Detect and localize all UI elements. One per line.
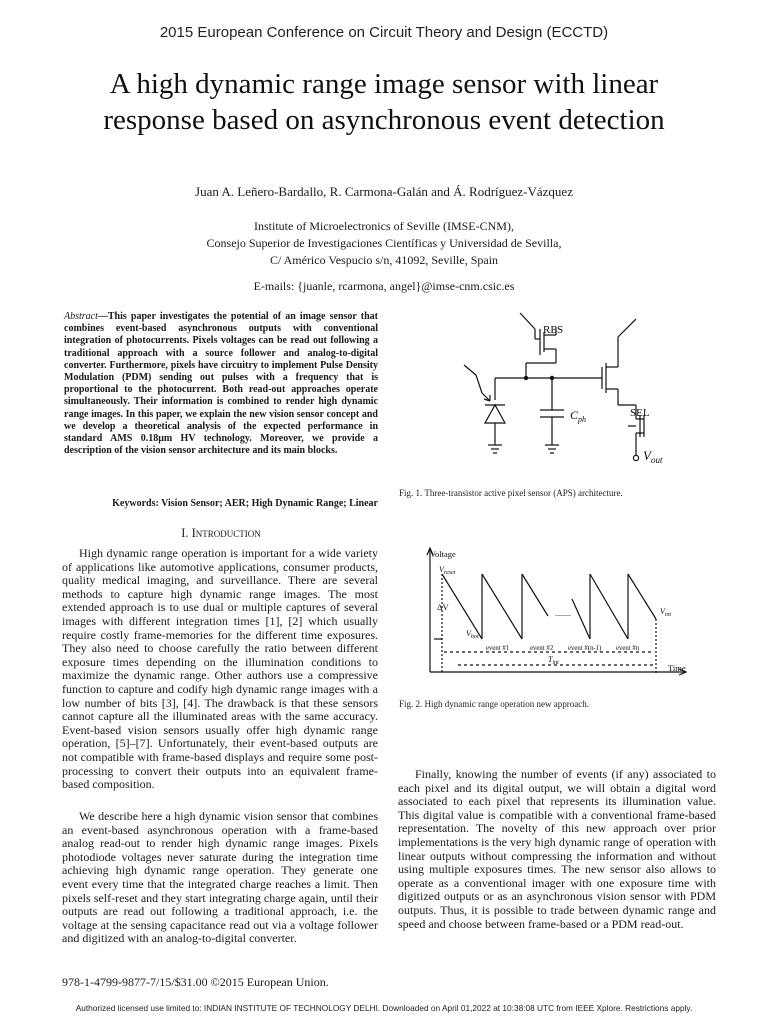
affiliation-line-2: Consejo Superior de Investigaciones Científicas y Universidad de Sevilla, (206, 236, 562, 250)
author-emails: E-mails: {juanle, rcarmona, angel}@imse-cnm.csic.es (253, 279, 515, 293)
vreset-subscript: reset (443, 570, 456, 576)
vreset-label: V (439, 565, 444, 574)
cph-label: C (570, 408, 579, 422)
res-label: RES (543, 324, 564, 336)
figure-2-waveform (420, 544, 700, 684)
license-footer: Authorized licensed use limited to: INDIAN INSTITUTE OF TECHNOLOGY DELHI. Downloaded on April 01,2022 at 10:38:08 UTC from IEEE Xplore. Restrictions apply. (75, 1003, 693, 1013)
section-heading (64, 526, 378, 541)
keywords: Keywords: Vision Sensor; AER; High Dynamic Range; Linear (112, 498, 378, 509)
vout-subscript: out (650, 455, 663, 465)
svg-text:Vint (660, 607, 672, 618)
title-line-2: response based on asynchronous event detection (103, 104, 665, 136)
event-n-label: event #n (616, 645, 640, 652)
figure-1-schematic (440, 305, 680, 475)
figure-2-caption: Fig. 2. High dynamic range operation new approach. (399, 699, 589, 709)
event-1-label: event #1 (486, 645, 510, 652)
intro-paragraph-1: High dynamic range operation is important for a wide variety of applications like automotive applications, consumer products, quality medical imaging, and surveillance. There are several methods to capture high dynamic range images. The most extended approach is to use dual or multiple captures of several images with different integration times [1], [2] which usually require costly frame-memories for the different time exposures. They also need to choose carefully the ratio between different exposure times depending on the illumination conditions to maximize the dynamic range. Other authors use a compressive function to capture and codify high dynamic range images with a low number of bits [3], [4]. The drawback is that these sensors cannot capture all the illuminated areas with the same accuracy. Event-based vision sensors usually offer high dynamic range operation, [5]–[7]. Unfortunately, their event-based outputs are not compatible with frame-based displays and require some post-processing to convert their outputs into an equivalent frame-based composition. (62, 546, 378, 792)
vint-label: V (660, 607, 665, 616)
svg-text:Cph (570, 408, 586, 424)
waveform-ellipsis: ........ (555, 609, 571, 618)
time-axis-label: Time (668, 663, 686, 673)
event-2-label: event #2 (530, 645, 554, 652)
abstract (64, 311, 378, 457)
vbot-label: V (466, 629, 471, 638)
section-number: I. (181, 526, 189, 540)
affiliation (0, 218, 768, 269)
tint-subscript: int (552, 660, 559, 666)
conference-header: 2015 European Conference on Circuit Theory and Design (ECCTD) (159, 24, 609, 41)
affiliation-line-3: C/ Américo Vespucio s/n, 41092, Seville, Spain (269, 253, 499, 267)
abstract-text: —This paper investigates the potential of an image sensor that combines event-based asynchronous outputs with conventional integration of photocurrents. Pixels voltages can be read out following a traditional approach with a source follower and analog-to-digital converter. Furthermore, pixels have circuitry to implement Pulse Density Modulation (PDM) sending out pulses with a frequency that is proportional to the photocurrent. Both read-out approaches operate simultaneously. Their information is combined to render high dynamic range images. In this paper, we explain the new vision sensor concept and we develop a theoretical analysis of the expected performance in standard AMS 0.18μm HV technology. Moreover, we provide a description of the vision sensor architecture and its main blocks. (64, 311, 378, 457)
svg-text:Tint (548, 655, 559, 666)
vbot-subscript: bot (470, 634, 479, 640)
intro-paragraph-2: We describe here a high dynamic vision sensor that combines an event-based asynchronous operation with a frame-based analog read-out to render high dynamic range images. Pixels photodiode voltages never saturate during the integration time achieving high dynamic range operation. They generate one event every time that the integrated charge reaches a limit. Then pixels self-reset and they start integrating charge again, until their outputs are read out following a traditional approach, i.e. the voltage at the sensing capacitance read out via a voltage follower and digitized with an analog-to-digital converter. (62, 809, 378, 946)
vout-label: V (643, 448, 651, 463)
figure-1-caption: Fig. 1. Three-transistor active pixel sensor (APS) architecture. (399, 488, 623, 498)
tint-label: T (548, 655, 553, 664)
intro-paragraph-3: Finally, knowing the number of events (if any) associated to each pixel and its digital output, we will obtain a digital word associated to each pixel that represents its illumination value. This digital value is compatible with a conventional frame-based representation. The novelty of this new approach over prior implementations is the very high dynamic range of operation with linear outputs without compressing the information and without using multiple exposures times. The new sensor also allows to operate as a conventional imager with one exposure time with digitized outputs or as an asynchronous vision sensor with PDM outputs. Thus, it is possible to trade between dynamic range and speed and choose between frame-based or a PDM read-out. (398, 767, 716, 931)
isbn-footer: 978-1-4799-9877-7/15/$31.00 ©2015 European Union. (62, 975, 329, 989)
cph-subscript: ph (578, 415, 587, 424)
abstract-lead: Abstract (64, 311, 98, 322)
svg-text:Vout (643, 448, 663, 465)
voltage-axis-label: Voltage (430, 549, 456, 559)
affiliation-line-1: Institute of Microelectronics of Seville (IMSE-CNM), (254, 219, 514, 233)
section-title: Introduction (191, 526, 261, 540)
author-list: Juan A. Leñero-Bardallo, R. Carmona-Galán and Á. Rodríguez-Vázquez (195, 184, 573, 199)
paper-title (40, 66, 728, 138)
title-line-1: A high dynamic range image sensor with linear (109, 68, 659, 100)
vint-subscript: int (664, 612, 672, 618)
sel-label: SEL (630, 407, 650, 419)
delta-v-label: ΔV (437, 602, 449, 612)
event-n-minus-1-label: event #(n-1) (568, 645, 602, 652)
